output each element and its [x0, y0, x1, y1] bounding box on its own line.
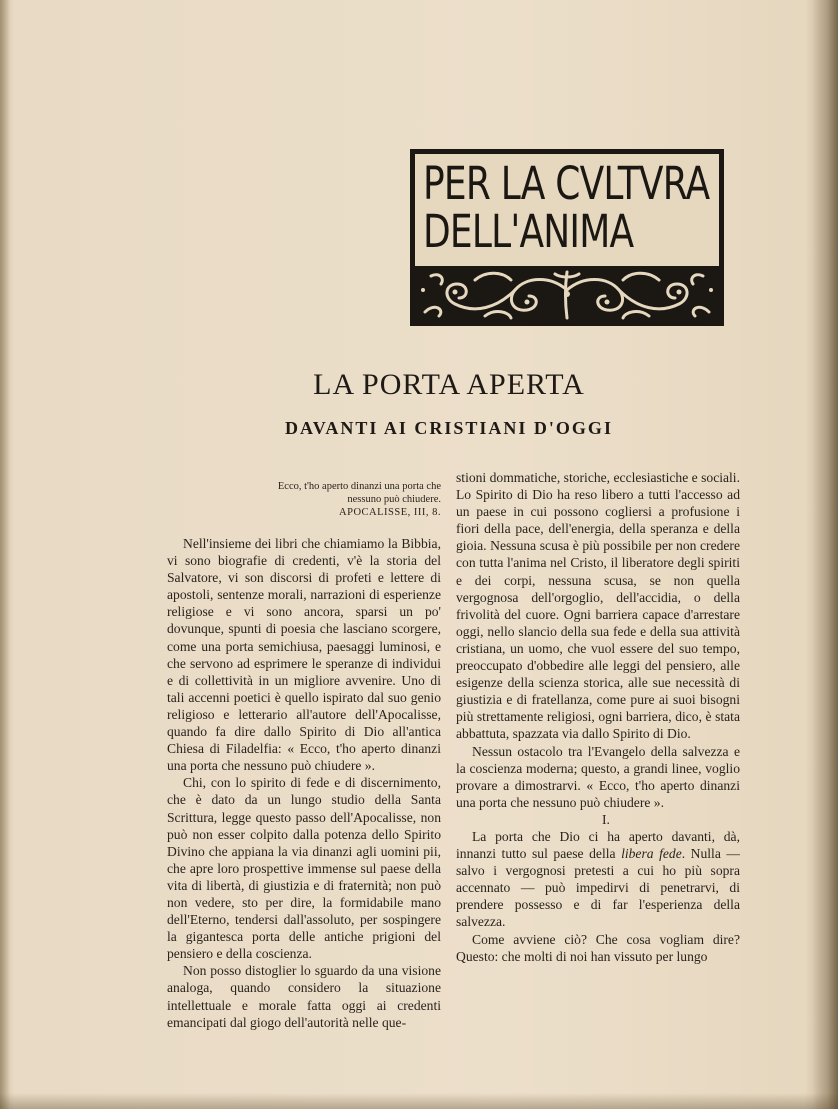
section-number: I.	[602, 811, 610, 827]
floral-ornament-icon	[415, 268, 719, 320]
right-column	[456, 469, 740, 965]
epigraph-reference: APOCALISSE, III, 8.	[339, 507, 441, 518]
epigraph	[167, 480, 441, 519]
paragraph-text: La porta che Dio ci ha aperto davanti, dà, innanzi tutto sul paese della	[456, 828, 740, 862]
paragraph	[456, 828, 740, 931]
page-shadow-bottom	[0, 1093, 838, 1109]
epigraph-text: Ecco, t'ho aperto dinanzi una porta che nessuno può chiudere.	[277, 481, 441, 505]
masthead-line-2: DELL'ANIMA	[423, 205, 634, 258]
paragraph: Nell'insieme dei libri che chiamiamo la Bibbia, vi sono biografie di credenti, v'è la storia del Salvatore, vi son discorsi di profeti e lettere di apostoli, sentenze morali, narrazioni di esperienze religiose e vi sono ancora, sparsi un po' dovunque, spunti di poesia che lasciano scorgere, come una porta semichiusa, paesaggi luminosi, e che servono ad esprimere le speranze di individui e di collettività in un migliore avvenire. Uno di tali accenni poetici è quello ispirato dal suo genio religioso e letterario all'autore dell'Apocalisse, quando fa dire dallo Spirito di Dio all'antica Chiesa di Filadelfia: « Ecco, t'ho aperto dinanzi una porta che nessuno può chiudere ».	[167, 536, 441, 774]
article-title: LA PORTA APERTA	[313, 368, 585, 401]
page-shadow-left	[0, 0, 10, 1109]
paragraph-continued: stioni dommatiche, storiche, ecclesiastiche e sociali. Lo Spirito di Dio ha reso libero a tutti l'accesso ad un paese in cui possono cogliersi a profusione i fiori della pace, dell'energia, della speranza e della gioia. Nessuna scusa è più possibile per non credere con tutta l'anima nel Cristo, il liberatore degli spiriti e dei corpi, nessuna scusa, se non quella vergognosa dell'orgoglio, dell'accidia, o della frivolità del cuore. Ogni barriera capace d'arrestare oggi, nello slancio della sua fede e della sua attività cristiana, un uomo, che vuol essere del suo tempo, preoccupato d'obbedire alle leggi del pensiero, alle esigenze della scienza storica, alle sue necessità di giustizia e di fratellanza, come pure ai suoi bisogni più strettamente religiosi, ogni barriera, dico, è stata abbattuta, spazzata via dallo Spirito di Dio.	[456, 470, 740, 742]
paragraph: Chi, con lo spirito di fede e di discernimento, che è dato da un lungo studio della Santa Scrittura, legge questo passo dell'Apocalisse, non può non esser colpito dalla potenza dello Spirito Divino che appiana la via dinanzi agli uomini pii, che apre loro prospettive immense sul paese della vita di libertà, di giustizia e di fraternità; non può non vedere, sto per dire, la formidabile mano dell'Eterno, tendersi dall'assoluto, per sospingere la gigantesca porta delle antiche prigioni del pensiero e della coscienza.	[167, 775, 441, 962]
emphasis-text: libera fede	[621, 846, 682, 862]
paragraph: Come avviene ciò? Che cosa vogliam dire? Questo: che molti di noi han vissuto per lungo	[456, 931, 740, 964]
page-shadow-right	[812, 0, 838, 1109]
article-subtitle: DAVANTI AI CRISTIANI D'OGGI	[285, 418, 613, 438]
masthead-line-1: PER LA CVLTVRA	[423, 157, 710, 210]
masthead-text-panel	[415, 154, 719, 266]
masthead-logo	[410, 149, 724, 326]
paragraph: Nessun ostacolo tra l'Evangelo della salvezza e la coscienza moderna; questo, a grandi linee, voglio provare a dimostrarvi. « Ecco, t'ho aperto dinanzi una porta che nessuno può chiudere ».	[456, 743, 740, 810]
paragraph: Non posso distoglier lo sguardo da una visione analoga, quando considero la situazione intellettuale e morale fatta oggi ai credenti emancipati dal giogo dell'autorità nelle que-	[167, 963, 441, 1030]
left-column	[167, 480, 441, 1031]
paragraph-text: . Nulla — salvo i vergognosi pretesti a cui ho più sopra accennato — può impedirvi di penetrarvi, di prendere possesso e di far l'esperienza della salvezza.	[456, 846, 740, 930]
